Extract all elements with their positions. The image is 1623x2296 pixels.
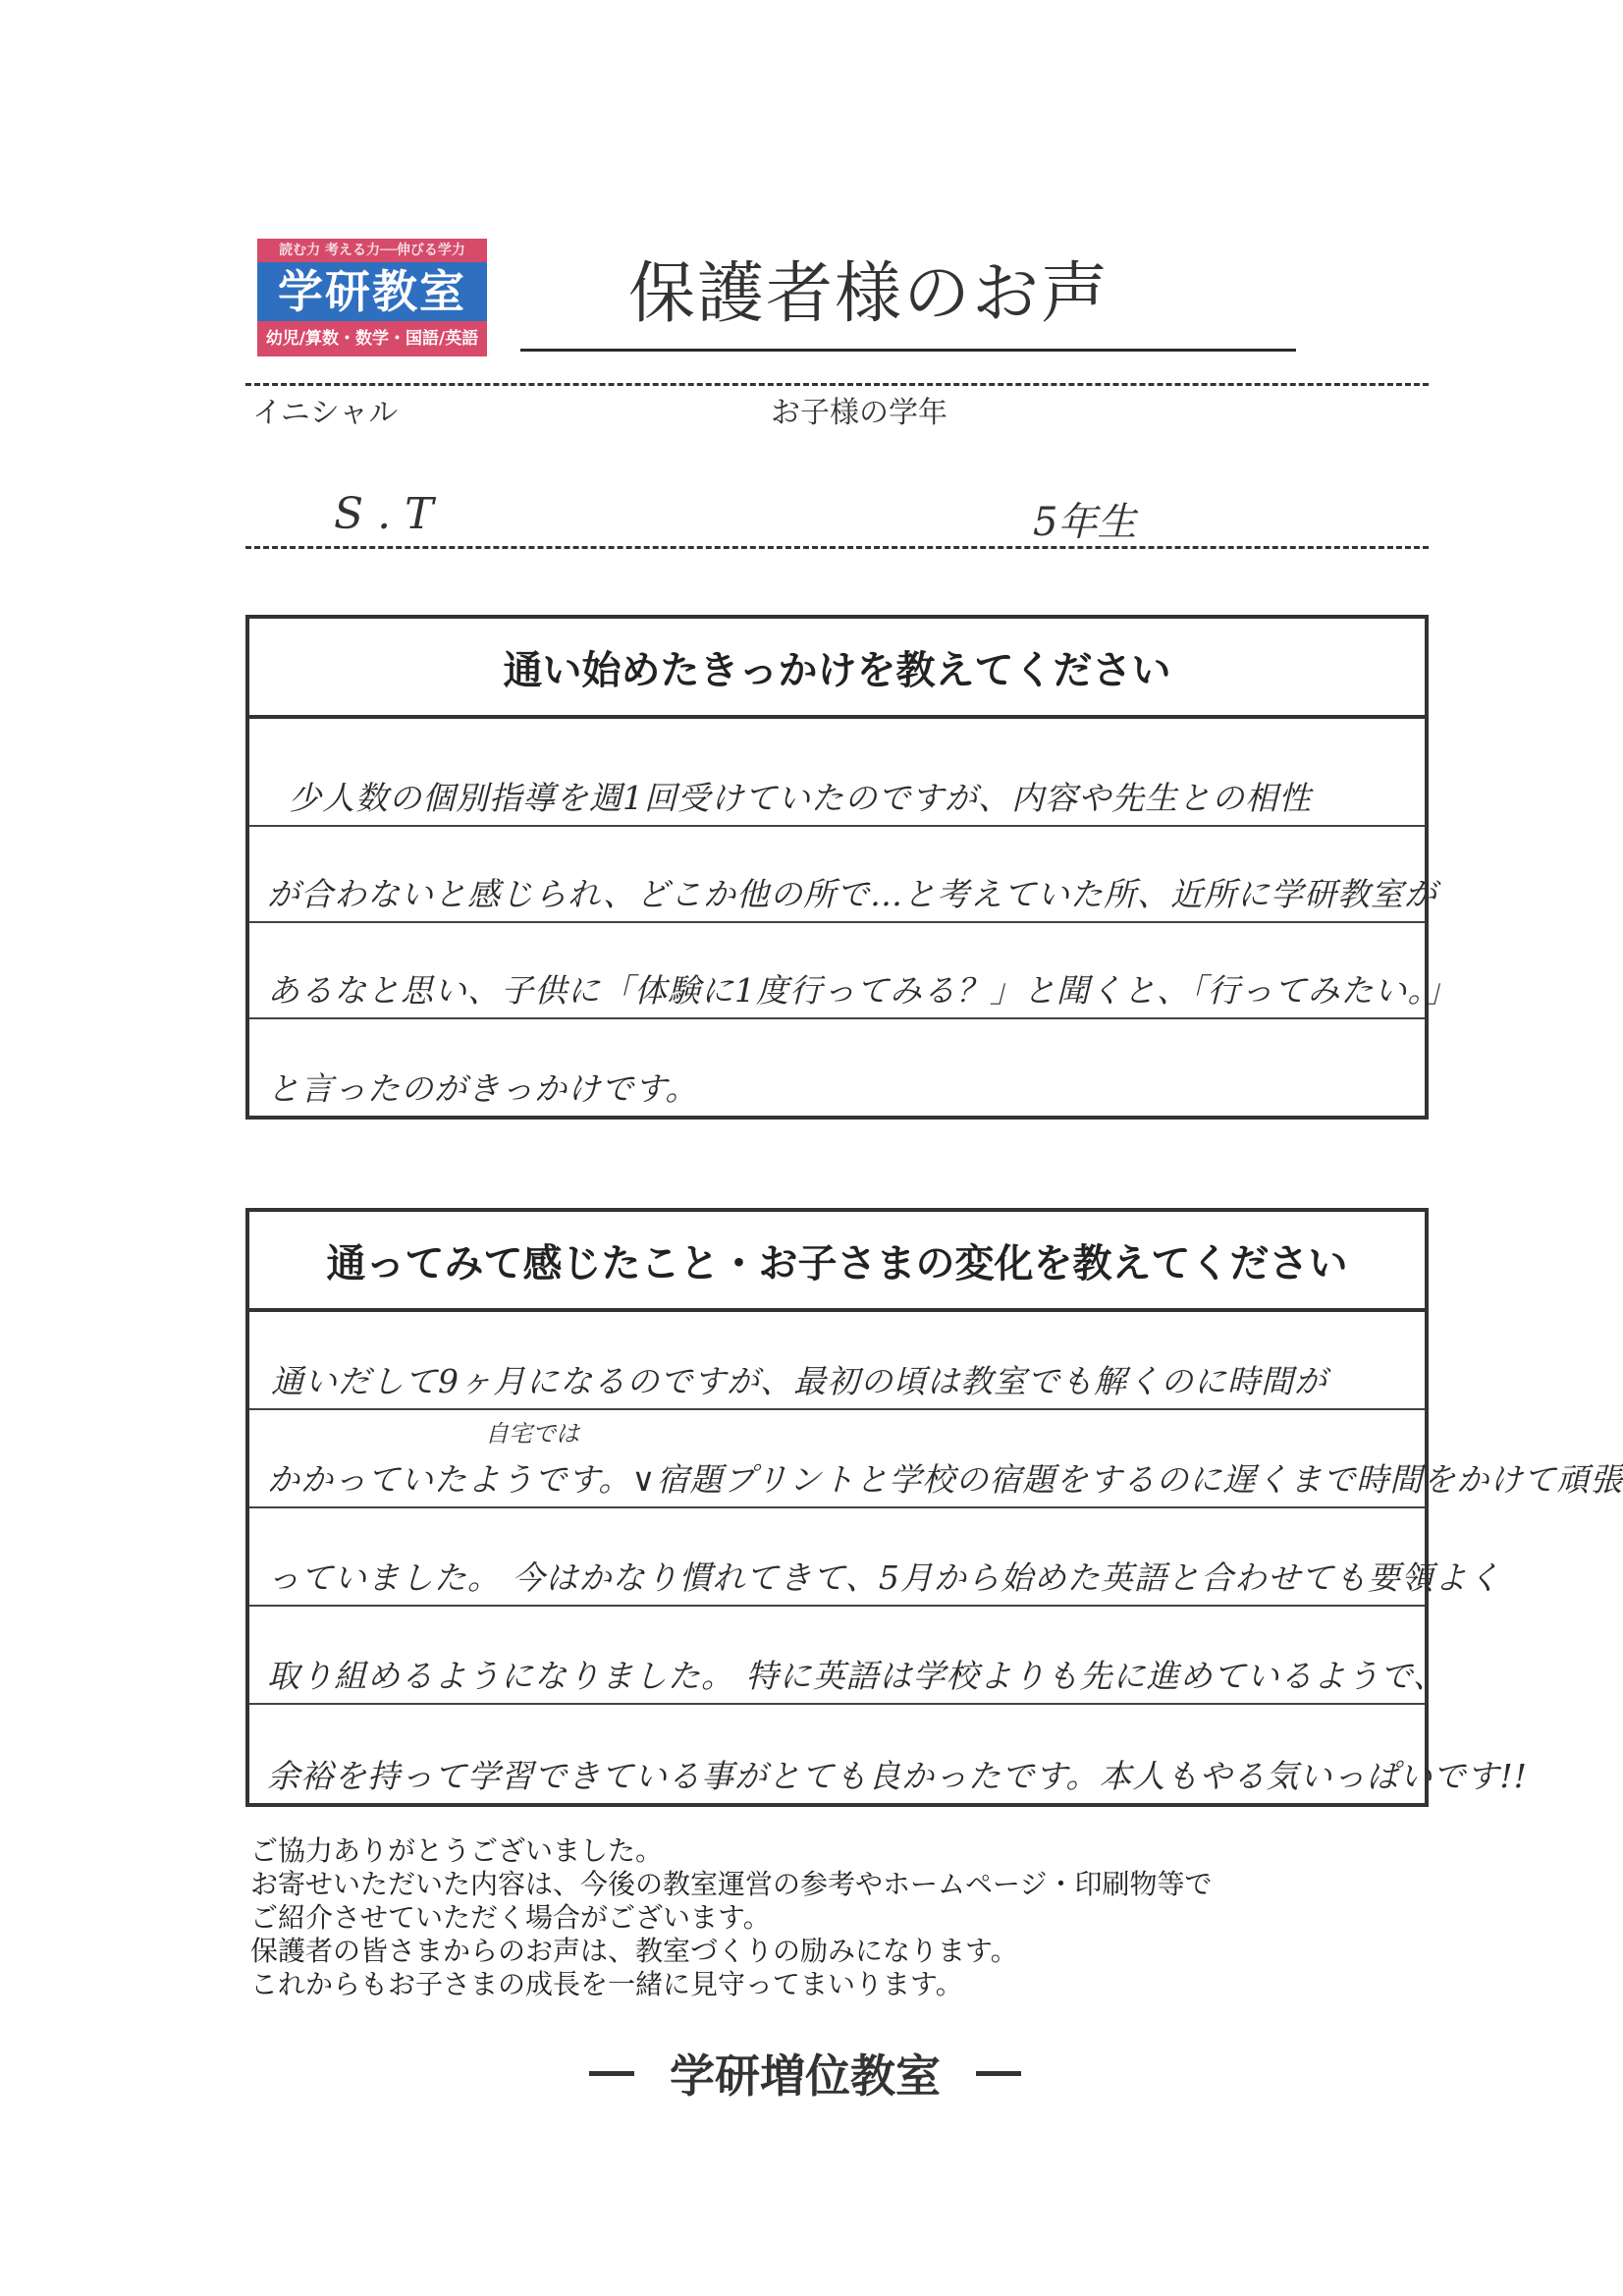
answer-line <box>249 1019 1425 1116</box>
thanks-line: ご協力ありがとうございました。 <box>250 1834 664 1867</box>
dash-decoration-left <box>589 2071 634 2076</box>
answer-text: あるなと思い、子供に「体験に1度行ってみる？」と聞くと、「行ってみたい。」 <box>267 971 1458 1010</box>
section-reason-box <box>245 615 1458 1120</box>
answer-text: が合わないと感じられ、どこか他の所で…と考えていた所、近所に学研教室が <box>267 875 1437 913</box>
title-underline <box>520 349 1296 352</box>
page-title: 保護者様のお声 <box>628 255 1110 333</box>
initial-value: S . T <box>334 489 434 539</box>
answer-text: かかっていたようです。∨宿題プリントと学校の宿題をするのに遅くまで時間をかけて頑張 <box>267 1460 1623 1499</box>
grade-label: お子様の学年 <box>771 396 947 430</box>
section-reason-heading: 通い始めたきっかけを教えてください <box>249 619 1425 719</box>
answer-line <box>249 923 1458 1019</box>
answer-line <box>249 1705 1528 1803</box>
thanks-message <box>250 1834 1212 2001</box>
section-reason-answer <box>249 719 1458 1116</box>
section-impressions-heading: 通ってみて感じたこと・お子さまの変化を教えてください <box>249 1212 1425 1312</box>
logo-tagline: 読む力 考える力──伸びる学力 <box>257 239 487 262</box>
answer-line <box>249 719 1425 827</box>
thanks-line: お寄せいただいた内容は、今後の教室運営の参考やホームページ・印刷物等で <box>250 1868 1213 1900</box>
grade-value: 5年生 <box>1033 500 1137 545</box>
answer-line <box>249 827 1437 923</box>
answer-text: っていました。 今はかなり慣れてきて、5月から始めた英語と合わせても要領よく <box>267 1558 1501 1597</box>
classroom-signature <box>589 2041 1021 2105</box>
answer-line <box>249 1410 1623 1508</box>
classroom-name: 学研増位教室 <box>670 2050 941 2103</box>
answer-line <box>249 1607 1446 1705</box>
thanks-line: 保護者の皆さまからのお声は、教室づくりの励みになります。 <box>250 1935 1018 1967</box>
answer-text: 余裕を持って学習できている事がとても良かったです。本人もやる気いっぱいです!! <box>267 1757 1528 1795</box>
dash-decoration-right <box>976 2071 1021 2076</box>
section-impressions-box <box>245 1208 1623 1807</box>
gakken-logo <box>257 239 487 356</box>
answer-line <box>249 1508 1501 1607</box>
initial-label: イニシャル <box>252 396 399 430</box>
thanks-line: これからもお子さまの成長を一緒に見守ってまいります。 <box>250 1968 963 2000</box>
divider-bottom <box>245 546 1429 549</box>
answer-text: 取り組めるようになりました。 特に英語は学校よりも先に進めているようで、 <box>267 1657 1446 1695</box>
logo-brand: 学研教室 <box>257 262 487 321</box>
thanks-line: ご紹介させていただく場合がございます。 <box>250 1901 771 1934</box>
answer-text: 少人数の個別指導を週1回受けていたのですが、内容や先生との相性 <box>289 779 1312 817</box>
insert-annotation: 自宅では <box>485 1420 579 1448</box>
divider-top <box>245 383 1429 386</box>
logo-subjects: 幼児/算数・数学・国語/英語 <box>257 321 487 356</box>
answer-text: と言ったのがきっかけです。 <box>267 1069 699 1108</box>
section-impressions-answer <box>249 1312 1623 1803</box>
answer-line <box>249 1312 1425 1410</box>
answer-text: 通いだして9ヶ月になるのですが、最初の頃は教室でも解くのに時間が <box>271 1362 1327 1400</box>
